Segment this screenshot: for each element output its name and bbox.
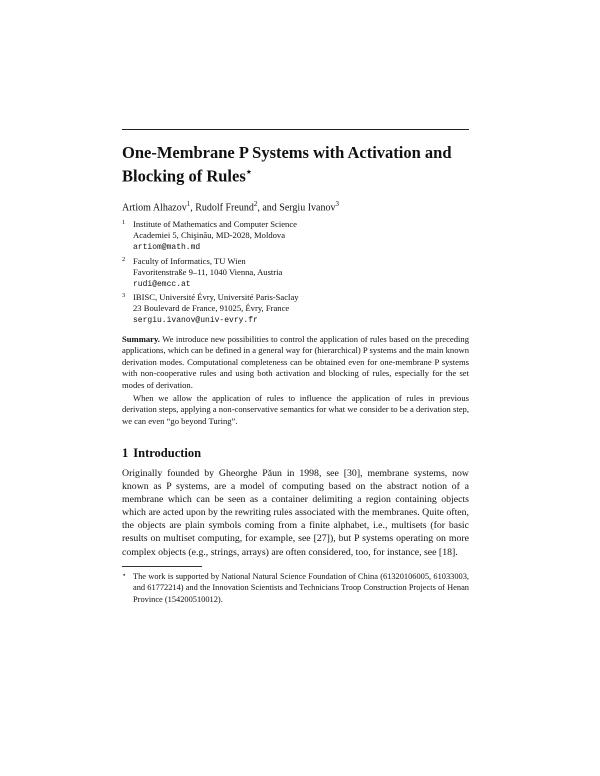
author-name: Rudolf Freund [195,202,254,214]
paper-title [122,143,482,187]
affiliation-institution: IBISC, Université Évry, Université Paris-Saclay [133,292,299,302]
affiliation-email: sergiu.ivanov@univ-evry.fr [133,315,258,325]
intro-paragraph: Originally founded by Gheorghe Păun in 1998, see [30], membrane systems, now known as P systems, are a model of computing based on the abstract notion of a membrane which can be seen as a container delimiting a region containing objects which are acted upon by the rewriting rules associated with the membranes. Quite often, the objects are plain symbols coming from a finite alphabet, i.e., multisets (for basic results on multiset computing, for example, see [27]), but P systems operating on more complex objects (e.g., strings, arrays) are often considered, too, for instance, see [18]. [122,468,469,558]
footnote-text: The work is supported by National Natural Science Foundation of China (61320106005, 61033003, and 61772214) and the Innovation Scientists and Technicians Troop Construction Projects of Henan Province (154200510012). [133,572,469,604]
author-affil-mark: 2 [253,200,258,208]
author-list [122,198,339,214]
affiliation [122,256,452,290]
title-text: One-Membrane P Systems with Activation and Blocking of Rules [122,143,452,186]
author-name: Artiom Alhazov [122,202,187,214]
author-affil-mark: 1 [186,200,191,208]
abstract-paragraph [122,334,469,391]
affiliation-number: 2 [122,256,126,263]
footnote-rule [122,566,202,567]
affiliation [122,219,452,253]
affiliation-institution: Faculty of Informatics, TU Wien [133,256,246,266]
abstract-paragraph: When we allow the application of rules to influence the application of rules in previous derivation steps, applying a non-conservative semantics for what we consider to be a derivation step, we can even “go beyond Turing”. [122,393,469,426]
affiliation [122,292,452,326]
affiliation-institution: Institute of Mathematics and Computer Science [133,219,297,229]
affiliation-number: 1 [122,219,126,226]
affiliation-address: Academiei 5, Chişinău, MD-2028, Moldova [133,230,286,241]
abstract-label: Summary. [122,334,160,344]
footnote-mark: ⋆ [122,571,127,579]
affiliation-email: rudi@emcc.at [133,279,191,289]
section-heading [122,446,201,461]
section-title: Introduction [133,446,202,460]
author-separator: , [190,202,196,214]
section-number: 1 [122,446,129,460]
abstract [122,334,469,427]
author-name: Sergiu Ivanov [279,202,336,214]
affiliation-address: 23 Boulevard de France, 91025, Évry, France [133,303,290,314]
affiliation-email: artiom@math.md [133,242,201,252]
abstract-text: We introduce new possibilities to control the application of rules based on the preceding applications, which can be defined in a general way for (hierarchical) P systems and the main known derivation modes. Computational completeness can be obtained even for one-membrane P systems with non-cooperative rules and using both activation and blocking of rules, especially for the set modes of derivation. [122,334,469,390]
affiliation-number: 3 [122,292,126,299]
title-footnote-mark: ⋆ [245,167,253,178]
footnote [122,571,469,605]
author-affil-mark: 3 [335,200,339,208]
author-separator: , and [257,202,280,214]
affiliation-address: Favoritenstraße 9–11, 1040 Vienna, Austria [133,267,283,278]
top-rule [122,129,469,130]
